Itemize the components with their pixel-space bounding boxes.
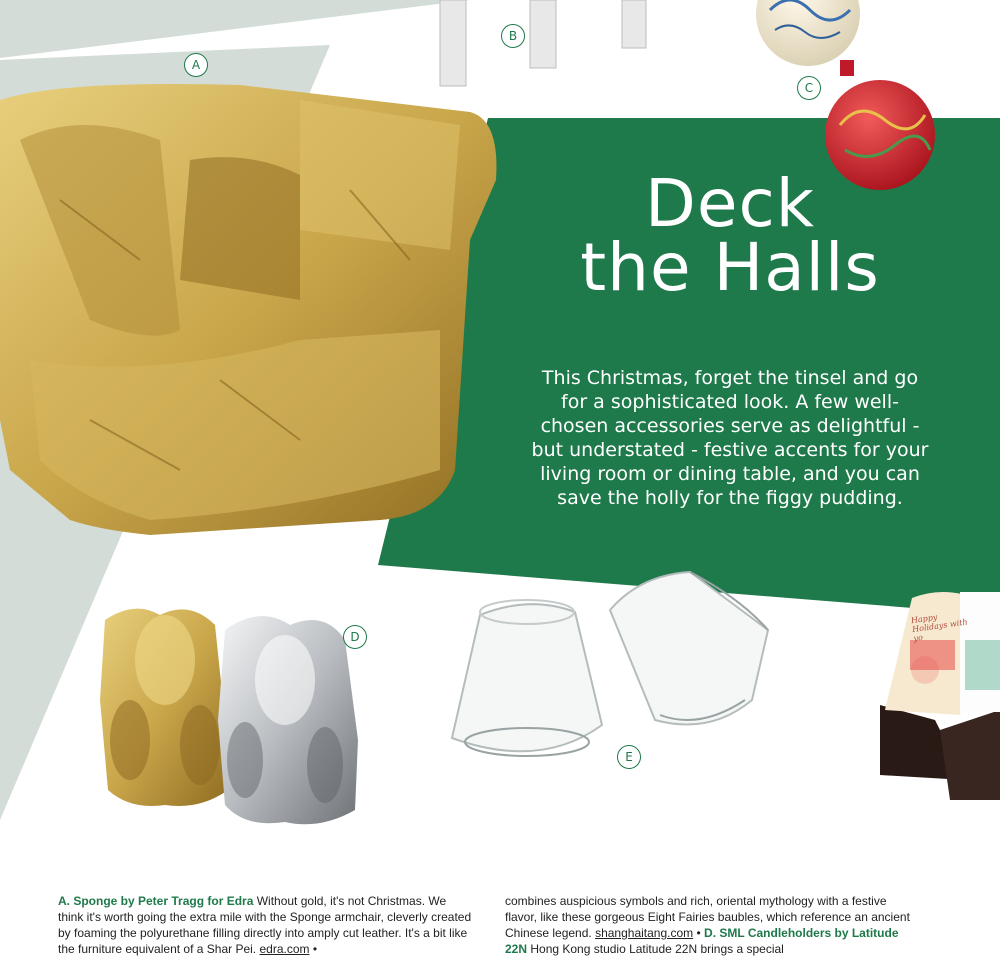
caption-left-column: [58, 893, 473, 957]
title-line-2: the Halls: [580, 229, 880, 306]
caption-d-body: Hong Kong studio Latitude 22N brings a special: [527, 942, 784, 956]
bullet: •: [693, 926, 705, 940]
label-d: D: [343, 625, 367, 649]
gold-candleholder: [100, 609, 228, 806]
glass-vessel-right: [610, 572, 768, 725]
chair-leg: [530, 0, 556, 68]
title-line-1: Deck: [645, 165, 815, 242]
chair-leg: [622, 0, 646, 48]
glass-vessel-left: [452, 600, 602, 756]
label-e: E: [617, 745, 641, 769]
grey-top-band: [0, 0, 470, 58]
gold-armchair: [0, 84, 496, 535]
label-b: B: [501, 24, 525, 48]
caption-d-title: D. SML Candleholders by Latitude 22N: [505, 926, 899, 956]
card-greeting: Happy Holidays with yo: [910, 612, 969, 644]
caption-c-body: combines auspicious symbols and rich, oriental mythology with a festive flavor, like these gorgeous Eight Fairies baubles, which reference an ancient Chinese legend.: [505, 894, 910, 940]
caption-a-title: A. Sponge by Peter Tragg for Edra: [58, 894, 254, 908]
caption-a-body: Without gold, it's not Christmas. We think it's worth going the extra mile with the Sponge armchair, cleverly created by foaming the polyurethane filling directly into amply cut leather. It's a bit like the furniture equivalent of a Shar Pei.: [58, 894, 472, 956]
silver-candleholder: [218, 616, 358, 824]
label-a: A: [184, 53, 208, 77]
bullet: •: [309, 942, 318, 956]
intro-paragraph: This Christmas, forget the tinsel and go for a sophisticated look. A few well-chosen accessories serve as delightful - but understated - festive accents for your living room or dining table, and you can save the holly for the figgy pudding.: [531, 367, 929, 509]
label-c: C: [797, 76, 821, 100]
shanghaitang-link[interactable]: shanghaitang.com: [595, 926, 694, 940]
edra-link[interactable]: edra.com: [259, 942, 310, 956]
chair-leg: [440, 0, 466, 86]
caption-right-column: [505, 893, 920, 957]
page-title: [540, 165, 920, 306]
